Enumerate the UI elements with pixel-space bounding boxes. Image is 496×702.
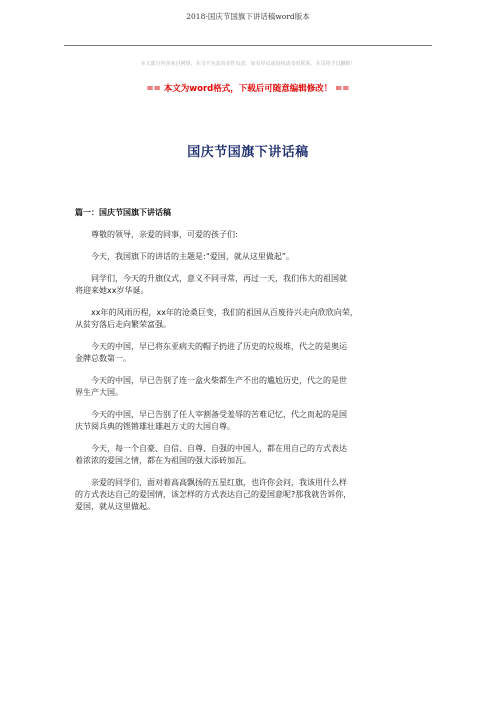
word-format-banner: == 本文为word格式，下载后可随意编辑修改！ ==	[146, 84, 350, 94]
page-header-title: 2018-国庆节国旗下讲话稿word版本	[186, 12, 310, 21]
header-divider	[64, 45, 432, 46]
paragraph: 同学们，今天的升旗仪式，意义不同寻常，再过一天，我们伟大的祖国就 将迎来她xx岁华诞。	[75, 274, 347, 295]
paragraph-salutation: 尊敬的领导，亲爱的同事，可爱的孩子们:	[91, 230, 238, 239]
paragraph: 今天，每一个自豪、自信、自尊、自强的中国人，都在用自己的方式表达 着浓浓的爱国之情，都在为祖国的强大添砖加瓦。	[75, 444, 347, 465]
paragraph: 今天的中国，早已将东亚病夫的帽子扔进了历史的垃圾堆，代之的是奥运 金牌总数第一。	[75, 342, 347, 363]
paragraph: 今天的中国，早已告别了任人宰割备受羞辱的苦难记忆，代之而起的是国 庆节阅兵典的铿锵雄壮雄赳万丈的大国自尊。	[75, 410, 347, 431]
document-body	[75, 207, 427, 513]
disclaimer-text: 本文部分内容来自网络，本司不为其真实性负责，如有异议或侵权请及时联系，本司将予以删除！	[140, 61, 356, 67]
paragraph: xx年的风雨历程，xx年的沧桑巨变，我们的祖国从百废待兴走向欣欣向荣， 从贫穷落后走向繁荣富强。	[75, 308, 358, 329]
paragraph: 亲爱的同学们，面对着高高飘扬的五星红旗，也许你会问，我该用什么样 的方式表达自己的爱国情，该怎样的方式表达自己的爱国意呢?那我就告诉你， 爱国，就从这里做起。	[75, 478, 352, 511]
document-title: 国庆节国旗下讲话稿	[187, 145, 309, 160]
paragraph: 今天的中国，早已告别了连一盒火柴都生产不出的尴尬历史，代之的是世 界生产大国。	[75, 376, 347, 397]
paragraph: 今天，我国旗下的讲话的主题是:“爱国，就从这里做起”。	[91, 252, 294, 261]
section-heading: 篇一：国庆节国旗下讲话稿	[75, 208, 171, 217]
